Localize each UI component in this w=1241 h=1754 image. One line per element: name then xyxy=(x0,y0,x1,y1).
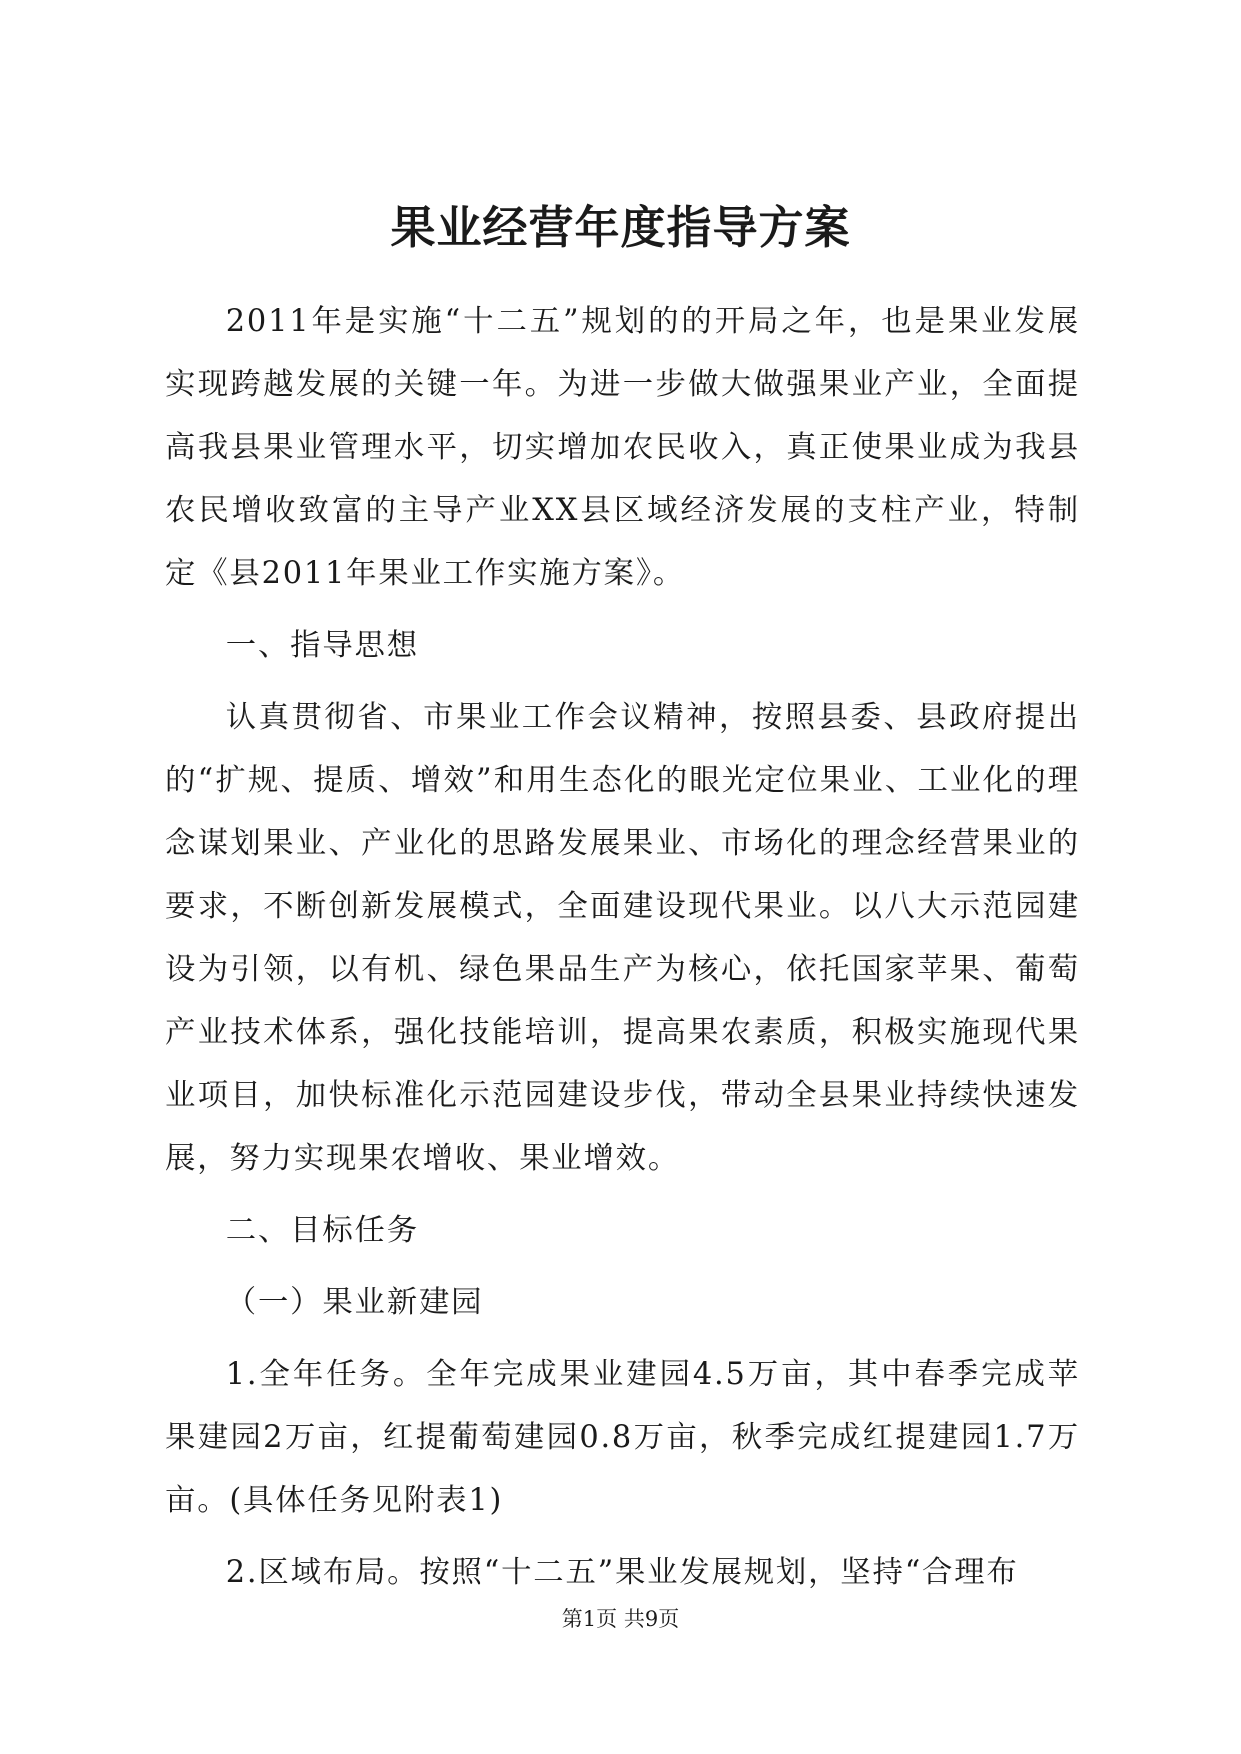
paragraph-guiding-ideology: 认真贯彻省、市果业工作会议精神，按照县委、县政府提出的“扩规、提质、增效”和用生态化的眼光定位果业、工业化的理念谋划果业、产业化的思路发展果业、市场化的理念经营果业的要求，不断创新发展模式，全面建设现代果业。以八大示范园建设为引领，以有机、绿色果品生产为核心，依托国家苹果、葡萄产业技术体系，强化技能培训，提高果农素质，积极实施现代果业项目，加快标准化示范园建设步伐，带动全县果业持续快速发展，努力实现果农增收、果业增效。 xyxy=(165,700,1080,1176)
document-body xyxy=(165,290,1080,1604)
paragraph-intro: 2011年是实施“十二五”规划的的开局之年，也是果业发展实现跨越发展的关键一年。为进一步做大做强果业产业，全面提高我县果业管理水平，切实增加农民收入，真正使果业成为我县农民增收致富的主导产业XX县区域经济发展的支柱产业，特制定《县2011年果业工作实施方案》。 xyxy=(165,304,1080,591)
section-heading-guiding-ideology: 一、指导思想 xyxy=(225,628,419,663)
page-number-footer: 第1页 共9页 xyxy=(561,1607,680,1631)
paragraph-annual-task: 1.全年任务。全年完成果业建园4.5万亩，其中春季完成苹果建园2万亩，红提葡萄建园0.8万亩，秋季完成红提建园1.7万亩。(具体任务见附表1) xyxy=(165,1357,1080,1518)
section-heading-targets: 二、目标任务 xyxy=(225,1213,419,1248)
paragraph-regional-layout: 2.区域布局。按照“十二五”果业发展规划，坚持“合理布 xyxy=(225,1555,1019,1590)
document-title: 果业经营年度指导方案 xyxy=(390,201,851,254)
subsection-heading-new-orchards: （一）果业新建园 xyxy=(225,1285,484,1320)
